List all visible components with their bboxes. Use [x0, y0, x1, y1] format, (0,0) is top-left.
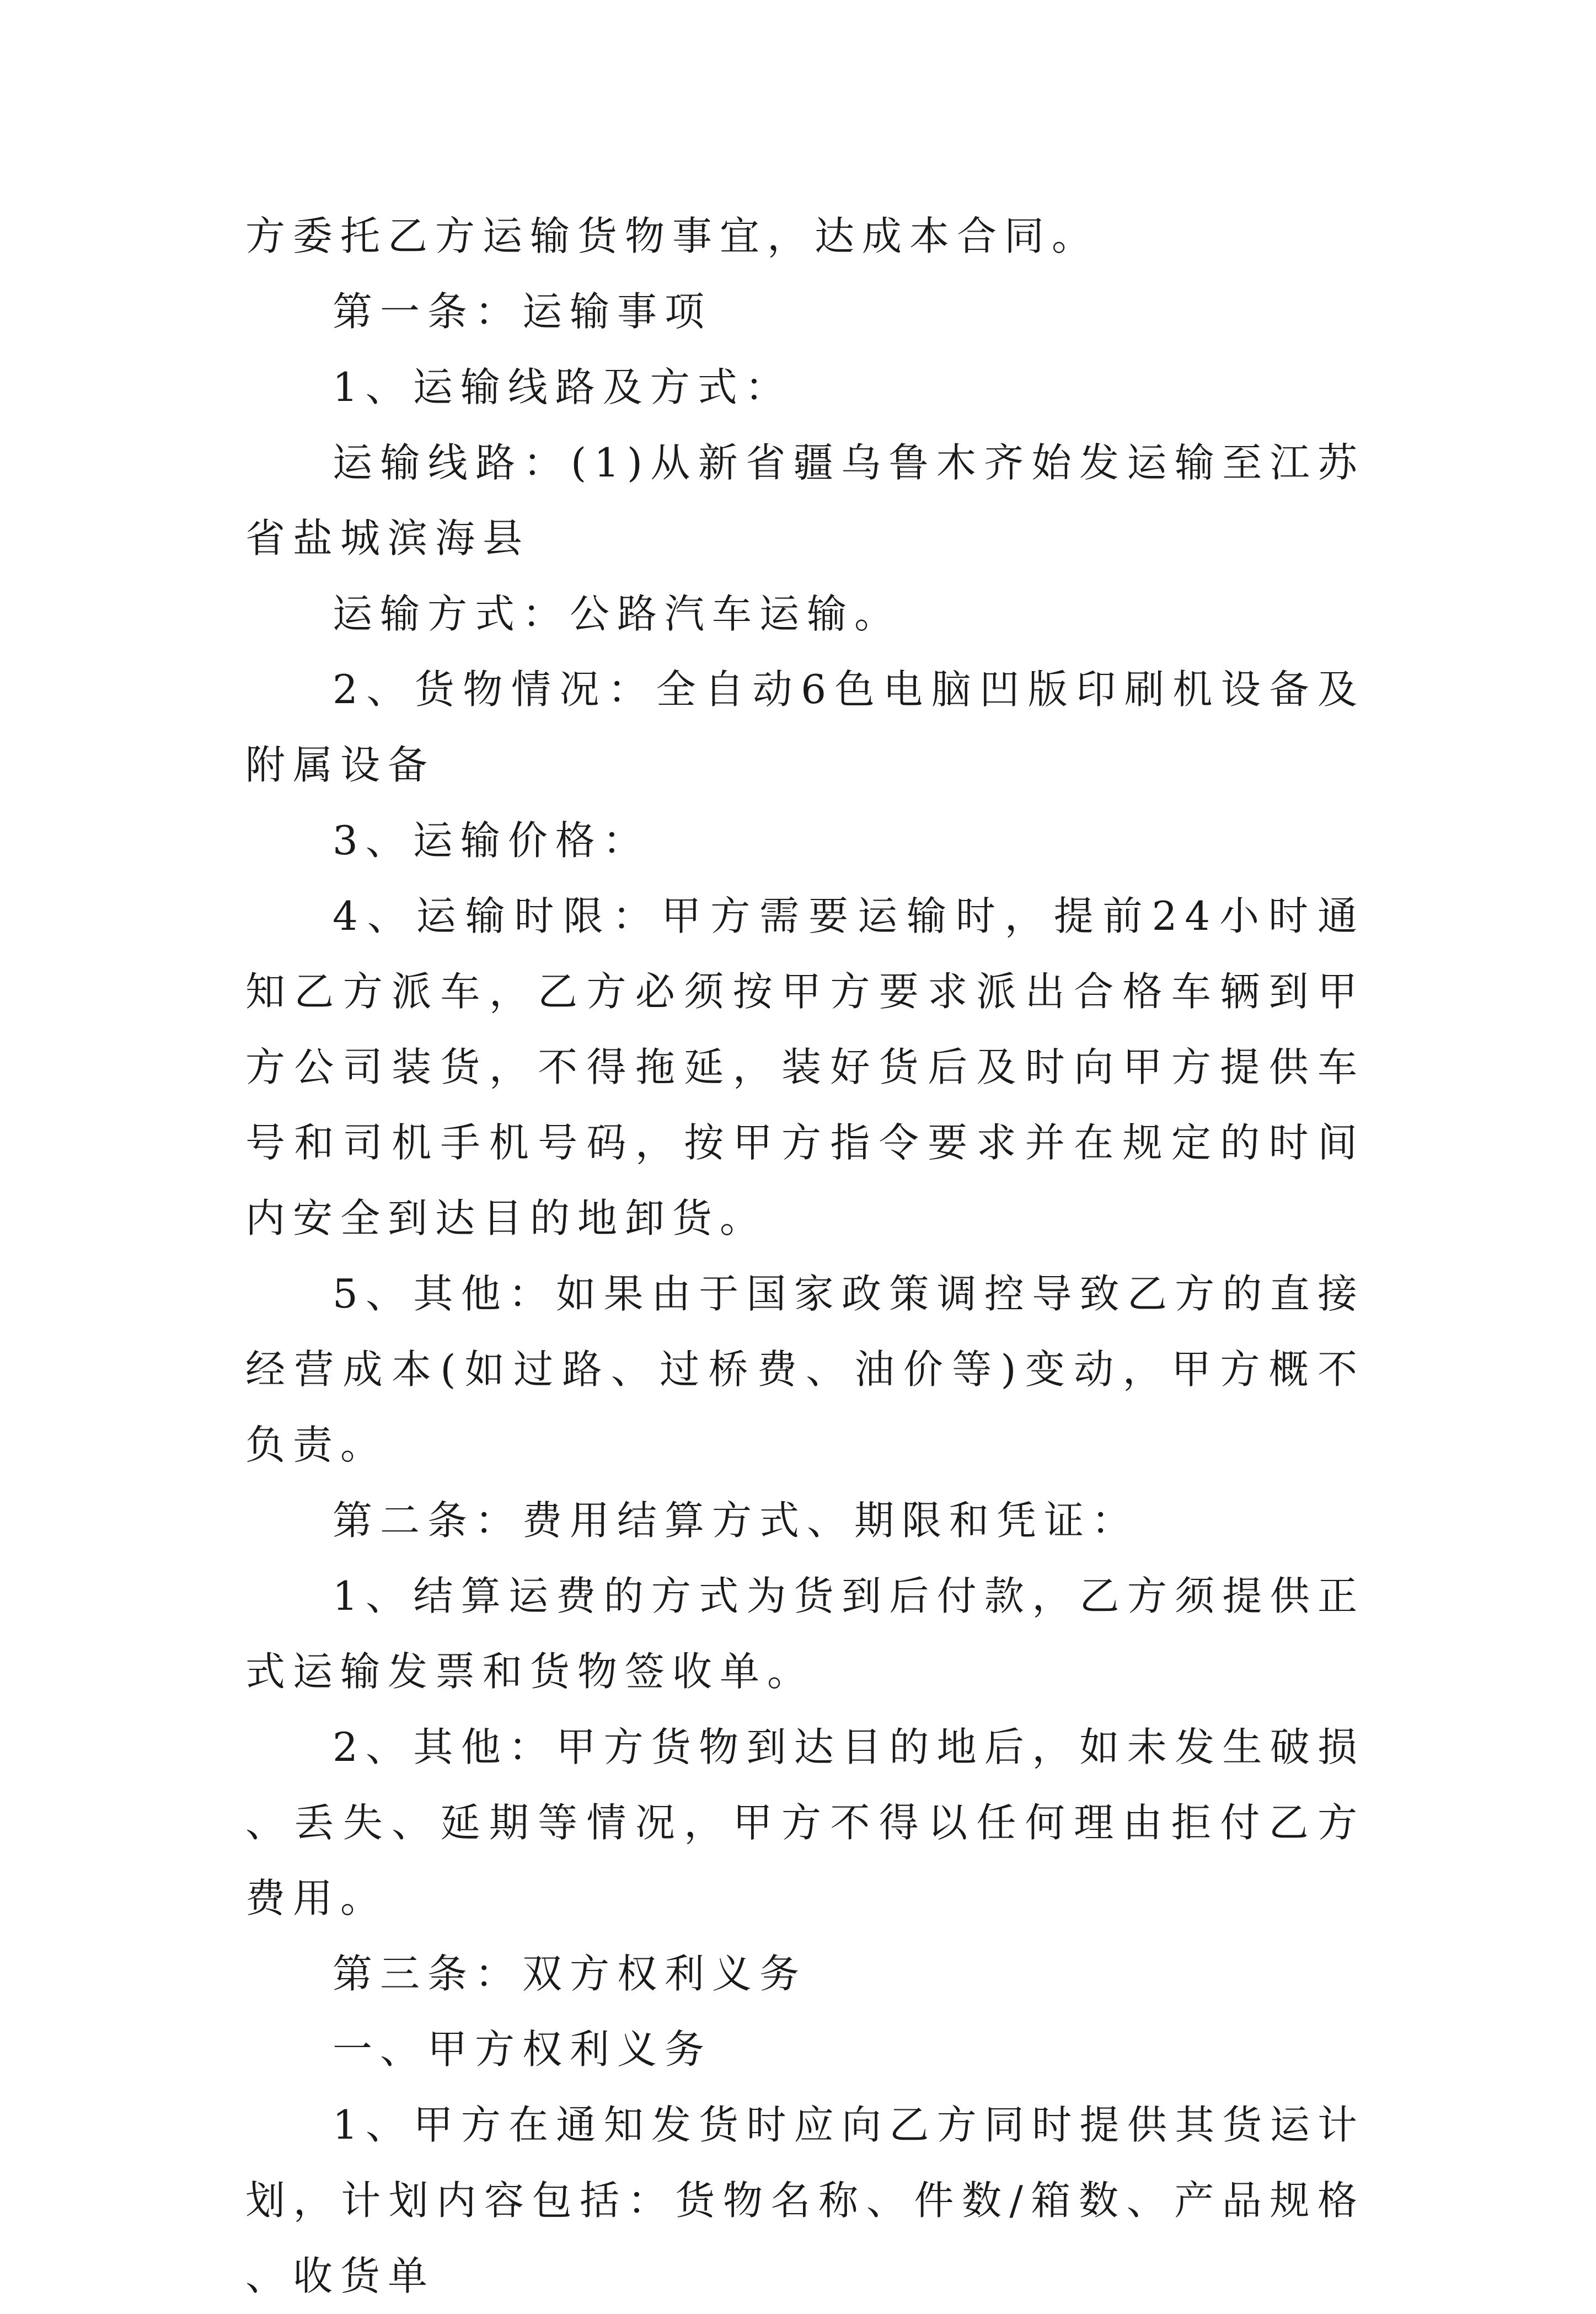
paragraph-3: 1、运输线路及方式： [333, 364, 792, 410]
section-heading-3: 第三条：双方权利义务 [333, 1951, 807, 1997]
paragraph-9: 5、其他：如果由于国家政策调控导致乙方的直接经营成本(如过路、过桥费、油价等)变动，甲方概不负责。 [245, 1271, 1365, 1468]
paragraph-7: 3、运输价格： [333, 817, 650, 864]
paragraph-1: 方委托乙方运输货物事宜，达成本合同。 [245, 213, 1100, 259]
paragraph-12: 2、其他：甲方货物到达目的地后，如未发生破损、丢失、延期等情况，甲方不得以任何理由拒付乙方费用。 [245, 1724, 1365, 1921]
paragraph-5: 运输方式：公路汽车运输。 [333, 591, 902, 637]
document-body [245, 199, 1365, 2314]
paragraph-6: 2、货物情况：全自动6色电脑凹版印刷机设备及附属设备 [245, 666, 1365, 788]
section-heading-2: 第二条：费用结算方式、期限和凭证： [333, 1497, 1139, 1544]
paragraph-11: 1、结算运费的方式为货到后付款，乙方须提供正式运输发票和货物签收单。 [245, 1573, 1365, 1695]
paragraph-4: 运输线路：(1)从新省疆乌鲁木齐始发运输至江苏省盐城滨海县 [245, 440, 1365, 561]
paragraph-15: 1、甲方在通知发货时应向乙方同时提供其货运计划，计划内容包括：货物名称、件数/箱数、产品规格、收货单 [245, 2102, 1365, 2299]
section-heading-1: 第一条：运输事项 [333, 288, 713, 335]
paragraph-8: 4、运输时限：甲方需要运输时，提前24小时通知乙方派车，乙方必须按甲方要求派出合格车辆到甲方公司装货，不得拖延，装好货后及时向甲方提供车号和司机手机号码，按甲方指令要求并在规定的时间内安全到达目的地卸货。 [245, 893, 1365, 1241]
subsection-heading-1: 一、甲方权利义务 [333, 2026, 713, 2072]
